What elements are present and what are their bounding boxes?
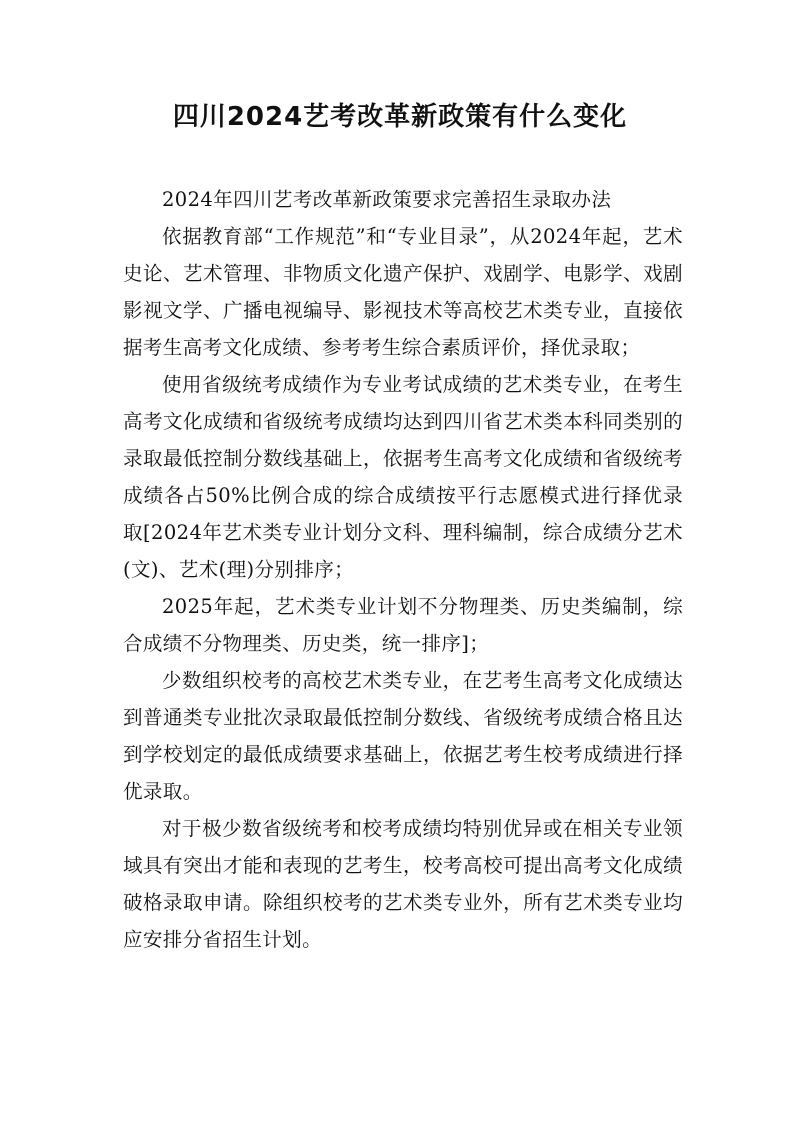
document-body	[123, 181, 683, 958]
document-title: 四川2024艺考改革新政策有什么变化	[172, 102, 628, 132]
paragraph-5: 少数组织校考的高校艺术类专业，在艺考生高考文化成绩达到普通类专业批次录取最低控制分数线、省级统考成绩合格且达到学校划定的最低成绩要求基础上，依据艺考生校考成绩进行择优录取。	[123, 669, 683, 803]
paragraph-6: 对于极少数省级统考和校考成绩均特别优异或在相关专业领域具有突出才能和表现的艺考生，校考高校可提出高考文化成绩破格录取申请。除组织校考的艺术类专业外，所有艺术类专业均应安排分省招生计划。	[123, 817, 683, 951]
paragraph-3: 使用省级统考成绩作为专业考试成绩的艺术类专业，在考生高考文化成绩和省级统考成绩均达到四川省艺术类本科同类别的录取最低控制分数线基础上，依据考生高考文化成绩和省级统考成绩各占50%比例合成的综合成绩按平行志愿模式进行择优录取[2024年艺术类专业计划分文科、理科编制，综合成绩分艺术(文)、艺术(理)分别排序；	[123, 373, 683, 581]
paragraph-2: 依据教育部“工作规范”和“专业目录”，从2024年起，艺术史论、艺术管理、非物质文化遗产保护、戏剧学、电影学、戏剧影视文学、广播电视编导、影视技术等高校艺术类专业，直接依据考生高考文化成绩、参考考生综合素质评价，择优录取；	[123, 225, 683, 359]
paragraph-1: 2024年四川艺考改革新政策要求完善招生录取办法	[162, 188, 612, 211]
paragraph-4: 2025年起，艺术类专业计划不分物理类、历史类编制，综合成绩不分物理类、历史类，统一排序]；	[123, 595, 683, 655]
